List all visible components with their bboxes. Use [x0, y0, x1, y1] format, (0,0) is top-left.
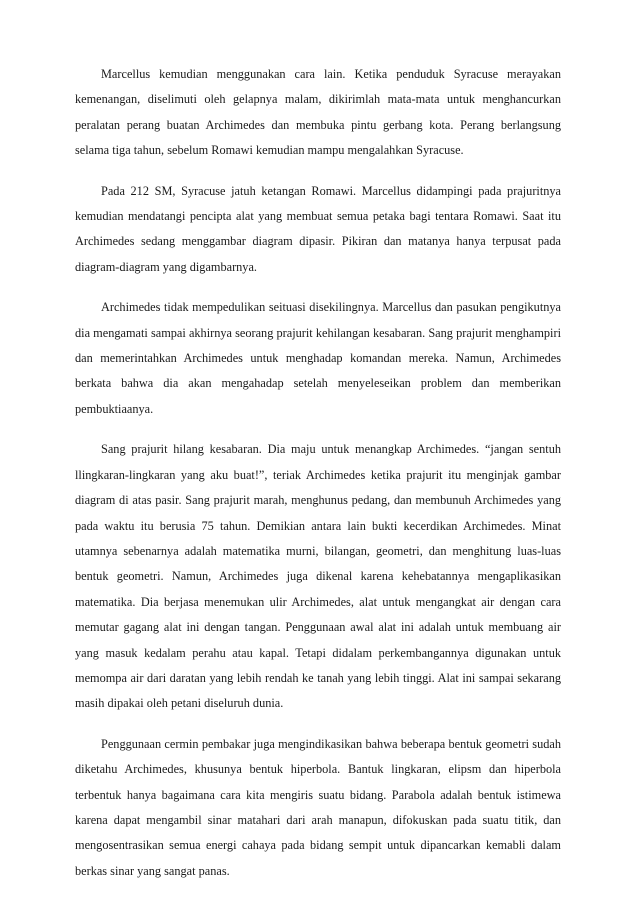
paragraph-2: Pada 212 SM, Syracuse jatuh ketangan Romawi. Marcellus didampingi pada prajuritnya kemudian mendatangi pencipta alat yang membuat semua petaka bagi tentara Romawi. Saat itu Archimedes sedang menggambar diagram dipasir. Pikiran dan matanya hanya terpusat pada diagram-diagram yang digambarnya. [75, 183, 561, 274]
paragraph-3: Archimedes tidak mempedulikan seituasi disekilingnya. Marcellus dan pasukan pengikutnya dia mengamati sampai akhirnya seorang prajurit kehilangan kesabaran. Sang prajurit menghampiri dan memerintahkan Archimedes untuk menghadap komandan mereka. Namun, Archimedes berkata bahwa dia akan mengahadap setelah menyeleseikan problem dan memberikan pembuktiaanya. [75, 300, 561, 416]
document-body [75, 62, 561, 899]
paragraph-5: Penggunaan cermin pembakar juga mengindikasikan bahwa beberapa bentuk geometri sudah diketahu Archimedes, khusunya bentuk hiperbola. Bantuk lingkaran, elipsm dan hiperbola terbentuk hanya bagaimana cara kita mengiris suatu bidang. Parabola adalah bentuk istimewa karena dapat mengambil sinar matahari dari arah manapun, difokuskan pada suatu titik, dan mengosentrasikan semua energi cahaya pada bidang sempit untuk dipancarkan kemabli dalam berkas sinar yang sangat panas. [75, 736, 561, 878]
paragraph-4: Sang prajurit hilang kesabaran. Dia maju untuk menangkap Archimedes. “jangan sentuh llingkaran-lingkaran yang aku buat!”, teriak Archimedes ketika prajurit itu menginjak gambar diagram di atas pasir. Sang prajurit marah, menghunus pedang, dan membunuh Archimedes yang pada waktu itu berusia 75 tahun. Demikian antara lain bukti kecerdikan Archimedes. Minat utamnya sebenarnya adalah matematika murni, bilangan, geometri, dan menghitung luas-luas bentuk geometri. Namun, Archimedes juga dikenal karena kehebatannya mengaplikasikan matematika. Dia berjasa menemukan ulir Archimedes, alat untuk mengangkat air dengan cara memutar gagang alat ini dengan tangan. Penggunaan awal alat ini adalah untuk membuang air yang masuk kedalam perahu atau kapal. Tetapi didalam perkembangannya digunakan untuk memompa air dari daratan yang lebih rendah ke tanah yang lebih tinggi. Alat ini sampai sekarang masih dipakai oleh petani diseluruh dunia. [75, 442, 561, 711]
paragraph-1: Marcellus kemudian menggunakan cara lain. Ketika penduduk Syracuse merayakan kemenangan, diselimuti oleh gelapnya malam, dikirimlah mata-mata untuk menghancurkan peralatan perang buatan Archimedes dan membuka pintu gerbang kota. Perang berlangsung selama tiga tahun, sebelum Romawi kemudian mampu mengalahkan Syracuse. [75, 67, 561, 158]
